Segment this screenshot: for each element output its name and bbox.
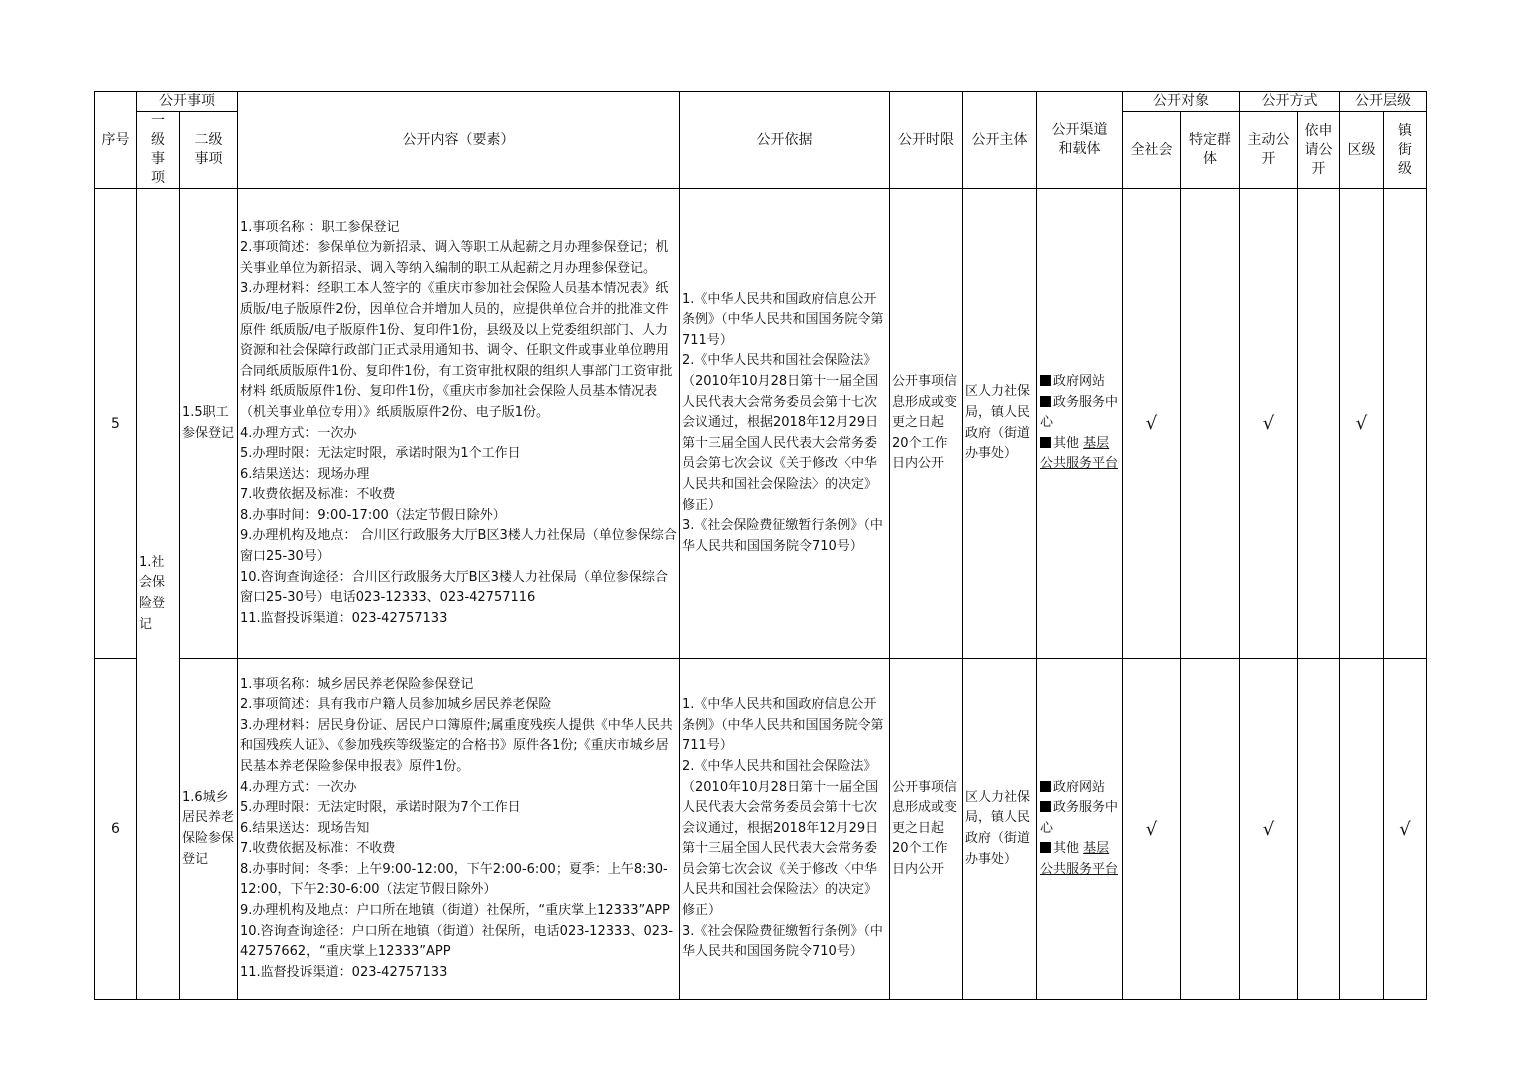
basis-line: 2.《中华人民共和国社会保险法》（2010年10月28日第十一届全国人民代表大会常务委员会第十七次会议通过，根据2018年12月29日第十三届全国人民代表大会常务委员会第七次会议《关于修改〈中华人民共和国社会保险法〉的决定》修正） bbox=[682, 758, 879, 919]
disclosure-table bbox=[94, 91, 1427, 1000]
mark-method-active: √ bbox=[1240, 659, 1298, 1000]
content-line: 10.咨询查询途径：合川区行政服务大厅B区3楼人力社保局（单位参保综合窗口25-30号）电话023-12333、023-42757116 bbox=[240, 569, 668, 606]
content-line: 9.办理机构及地点： 合川区行政服务大厅B区3楼人力社保局（单位参保综合窗口25-30号） bbox=[240, 528, 677, 565]
content-line: 8.办事时间：冬季：上午9:00-12:00，下午2:00-6:00；夏季：上午8:30-12:00，下午2:30-6:00（法定节假日除外） bbox=[240, 861, 668, 898]
header-seq: 序号 bbox=[95, 92, 137, 189]
mark-level-town: √ bbox=[1384, 659, 1427, 1000]
content-line: 4.办理方式：一次办 bbox=[240, 425, 357, 441]
content-line: 8.办事时间：9:00-17:00（法定节假日除外） bbox=[240, 507, 506, 523]
content-line: 3.办理材料：经职工本人签字的《重庆市参加社会保险人员基本情况表》纸质版/电子版原件2份，因单位合并增加人员的，应提供单位合并的批准文件原件 纸质版/电子版原件1份、复印件1份，县级及以上党委组织部门、人力资源和社会保障行政部门正式录用通知书、调令、任职文件或事业单位聘用合同纸质版原件1份、复印件1份，有工资审批权限的组织人事部门工资审批材料 纸质版原件1份、复印件1份，《重庆市参加社会保险人员基本情况表（机关事业单位专用）》纸质版原件2份、电子版1份。 bbox=[240, 281, 673, 420]
mark-level-town bbox=[1384, 189, 1427, 659]
content-line: 1.事项名称 ：职工参保登记 bbox=[240, 219, 400, 235]
checkbox-filled-icon bbox=[1040, 396, 1051, 407]
mark-target-all: √ bbox=[1123, 189, 1181, 659]
header-target-specific: 特定群体 bbox=[1181, 112, 1240, 189]
channel-item: 政务服务中心 bbox=[1040, 800, 1119, 836]
content-line: 2.事项简述：参保单位为新招录、调入等职工从起薪之月办理参保登记；机关事业单位为新招录、调入等纳入编制的职工从起薪之月办理参保登记。 bbox=[240, 240, 669, 276]
basis-line: 3.《社会保险费征缴暂行条例》（中华人民共和国国务院令710号） bbox=[682, 923, 883, 960]
basis-cell bbox=[680, 189, 890, 659]
header-item-group: 公开事项 bbox=[137, 92, 238, 112]
subject-cell: 区人力社保局，镇人民政府（街道办事处） bbox=[963, 189, 1037, 659]
row-seq: 5 bbox=[95, 189, 137, 659]
header-basis: 公开依据 bbox=[680, 92, 890, 189]
header-level2: 二级事项 bbox=[180, 112, 238, 189]
header-row-1 bbox=[95, 92, 1427, 112]
header-method-active: 主动公开 bbox=[1240, 112, 1298, 189]
channel-item: 政务服务中心 bbox=[1040, 394, 1119, 431]
checkbox-filled-icon bbox=[1040, 437, 1051, 448]
content-line: 5.办理时限：无法定时限，承诺时限为7个工作日 bbox=[240, 800, 521, 816]
basis-line: 3.《社会保险费征缴暂行条例》（中华人民共和国国务院令710号） bbox=[682, 518, 883, 554]
header-channel: 公开渠道和载体 bbox=[1037, 92, 1123, 189]
mark-target-all: √ bbox=[1123, 659, 1181, 1000]
content-line: 7.收费依据及标准：不收费 bbox=[240, 841, 396, 857]
checkbox-filled-icon bbox=[1040, 375, 1051, 386]
channel-item: 基层公共服务平台 bbox=[1040, 841, 1119, 877]
header-method-request: 依申请公开 bbox=[1298, 112, 1340, 189]
time-cell: 公开事项信息形成或变更之日起20个工作日内公开 bbox=[890, 189, 963, 659]
table-row bbox=[95, 189, 1427, 659]
header-content: 公开内容（要素） bbox=[238, 92, 680, 189]
table-row bbox=[95, 659, 1427, 1000]
content-line: 6.结果送达：现场告知 bbox=[240, 820, 370, 836]
channel-cell bbox=[1037, 659, 1123, 1000]
mark-method-request bbox=[1298, 659, 1340, 1000]
mark-level-district bbox=[1340, 659, 1384, 1000]
mark-level-district: √ bbox=[1340, 189, 1384, 659]
checkbox-filled-icon bbox=[1040, 801, 1051, 812]
mark-target-specific bbox=[1181, 659, 1240, 1000]
basis-cell bbox=[680, 659, 890, 1000]
content-line: 3.办理材料：居民身份证、居民户口簿原件;属重度残疾人提供《中华人民共和国残疾人证》、《参加残疾等级鉴定的合格书》原件各1份;《重庆市城乡居民基本养老保险参保申报表》原件1份。 bbox=[240, 717, 673, 774]
basis-line: 2.《中华人民共和国社会保险法》（2010年10月28日第十一届全国人民代表大会常务委员会第十七次会议通过，根据2018年12月29日第十三届全国人民代表大会常务委员会第七次会议《关于修改〈中华人民共和国社会保险法〉的决定》修正） bbox=[682, 353, 879, 513]
content-line: 5.办理时限：无法定时限，承诺时限为1个工作日 bbox=[240, 446, 521, 462]
content-line: 4.办理方式：一次办 bbox=[240, 779, 357, 795]
disclosure-table-sheet bbox=[94, 91, 1426, 1000]
content-cell bbox=[238, 189, 680, 659]
mark-target-specific bbox=[1181, 189, 1240, 659]
level2-item: 1.6城乡居民养老保险参保登记 bbox=[180, 659, 238, 1000]
time-cell: 公开事项信息形成或变更之日起20个工作日内公开 bbox=[890, 659, 963, 1000]
content-line: 6.结果送达：现场办理 bbox=[240, 466, 370, 482]
basis-line: 1.《中华人民共和国政府信息公开条例》（中华人民共和国国务院令第711号） bbox=[682, 291, 884, 348]
channel-item: 政府网站 bbox=[1053, 374, 1106, 390]
header-method-group: 公开方式 bbox=[1240, 92, 1340, 112]
checkbox-filled-icon bbox=[1040, 781, 1051, 792]
row-seq: 6 bbox=[95, 659, 137, 1000]
content-line: 2.事项简述：具有我市户籍人员参加城乡居民养老保险 bbox=[240, 697, 552, 713]
header-level-town: 镇街级 bbox=[1384, 112, 1427, 189]
channel-other-label: 其他 bbox=[1053, 435, 1080, 451]
header-level1: 一级事项 bbox=[137, 112, 180, 189]
mark-method-request bbox=[1298, 189, 1340, 659]
header-target-group: 公开对象 bbox=[1123, 92, 1240, 112]
header-subject: 公开主体 bbox=[963, 92, 1037, 189]
content-cell bbox=[238, 659, 680, 1000]
checkbox-filled-icon bbox=[1040, 842, 1051, 853]
level2-item: 1.5职工参保登记 bbox=[180, 189, 238, 659]
header-target-all: 全社会 bbox=[1123, 112, 1181, 189]
level1-item: 1.社会保险登记 bbox=[137, 189, 180, 1000]
subject-cell: 区人力社保局，镇人民政府（街道办事处） bbox=[963, 659, 1037, 1000]
content-line: 1.事项名称：城乡居民养老保险参保登记 bbox=[240, 676, 474, 692]
content-line: 11.监督投诉渠道：023-42757133 bbox=[240, 964, 448, 980]
content-line: 10.咨询查询途径：户口所在地镇（街道）社保所，电话023-12333、023-42757662，“重庆掌上12333”APP bbox=[240, 923, 674, 960]
channel-item: 基层公共服务平台 bbox=[1040, 435, 1119, 472]
mark-method-active: √ bbox=[1240, 189, 1298, 659]
content-line: 11.监督投诉渠道：023-42757133 bbox=[240, 610, 448, 626]
basis-line: 1.《中华人民共和国政府信息公开条例》（中华人民共和国国务院令第711号） bbox=[682, 697, 884, 754]
header-time: 公开时限 bbox=[890, 92, 963, 189]
channel-item: 政府网站 bbox=[1053, 779, 1106, 795]
header-level-group: 公开层级 bbox=[1340, 92, 1427, 112]
content-line: 9.办理机构及地点：户口所在地镇（街道）社保所，“重庆掌上12333”APP bbox=[240, 903, 670, 919]
channel-other-label: 其他 bbox=[1053, 841, 1080, 857]
content-line: 7.收费依据及标准：不收费 bbox=[240, 487, 396, 503]
header-level-district: 区级 bbox=[1340, 112, 1384, 189]
channel-cell bbox=[1037, 189, 1123, 659]
